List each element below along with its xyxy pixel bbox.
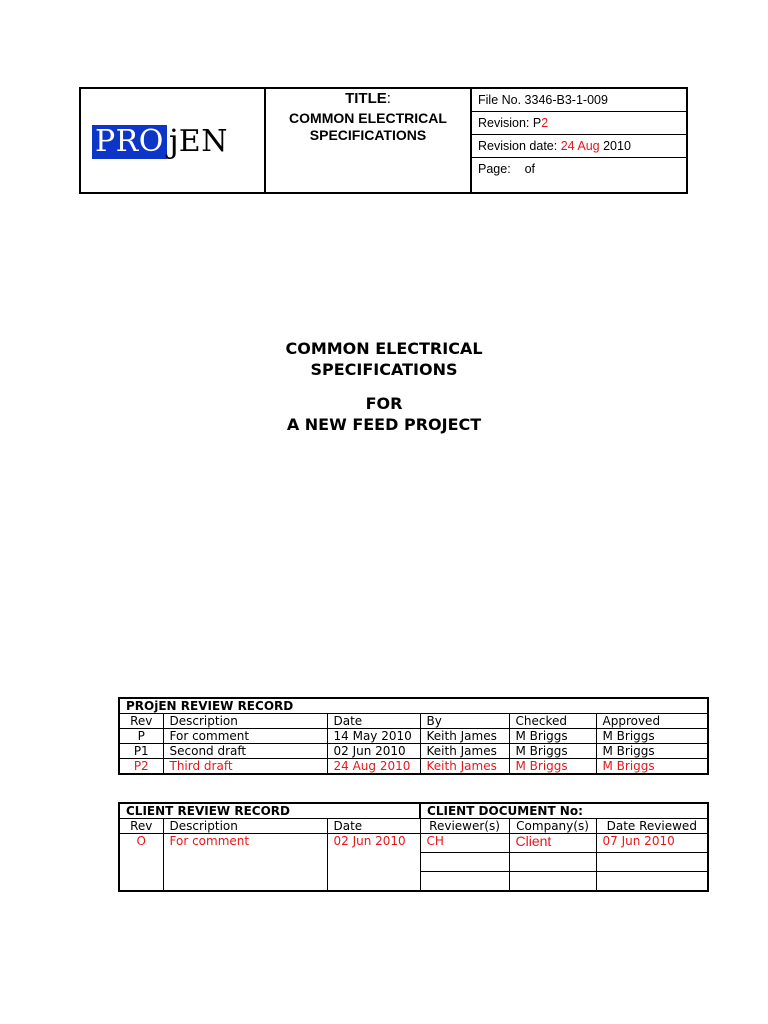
document-header	[79, 87, 688, 194]
date-cell: 02 Jun 2010	[327, 834, 420, 892]
table-header-row	[119, 714, 708, 729]
date-cell: 02 Jun 2010	[327, 744, 420, 759]
by-cell: Keith James	[420, 759, 509, 775]
column-header: Date	[327, 819, 420, 834]
approved-cell: M Briggs	[596, 744, 708, 759]
column-header: Approved	[596, 714, 708, 729]
logo-pro: PRO	[92, 125, 167, 159]
column-header: Description	[163, 714, 327, 729]
revision: Revision: P2	[472, 112, 686, 135]
by-cell: Keith James	[420, 744, 509, 759]
description-cell: Second draft	[163, 744, 327, 759]
main-title-line4: A NEW FEED PROJECT	[286, 415, 482, 434]
column-header: Rev	[119, 714, 163, 729]
date-reviewed-cell: 07 Jun 2010	[596, 834, 708, 853]
column-header: Description	[163, 819, 327, 834]
projen-review-table	[118, 697, 709, 775]
by-cell: Keith James	[420, 729, 509, 744]
approved-cell: M Briggs	[596, 759, 708, 775]
main-title-line1: COMMON ELECTRICAL	[285, 339, 483, 358]
table-row	[119, 759, 708, 775]
checked-cell: M Briggs	[509, 744, 596, 759]
empty-cell	[596, 853, 708, 872]
company-cell: Client	[509, 834, 596, 853]
column-header: Date Reviewed	[596, 819, 708, 834]
logo-en: EN	[178, 123, 228, 159]
projen-review-title: PROjEN REVIEW RECORD	[119, 698, 708, 714]
meta-cell	[471, 88, 687, 193]
column-header: Date	[327, 714, 420, 729]
rev-cell: P2	[119, 759, 163, 775]
date-cell: 24 Aug 2010	[327, 759, 420, 775]
empty-cell	[596, 872, 708, 892]
main-title-line2: SPECIFICATIONS	[310, 360, 458, 379]
header-title-line1: COMMON ELECTRICAL	[289, 110, 447, 126]
revision-date: Revision date: 24 Aug 2010	[472, 135, 686, 158]
column-header: Company(s)	[509, 819, 596, 834]
page-number: Page: of	[478, 162, 536, 176]
description-cell: For comment	[163, 729, 327, 744]
approved-cell: M Briggs	[596, 729, 708, 744]
reviewer-cell: CH	[420, 834, 509, 853]
client-document-number: CLIENT DOCUMENT No:	[420, 803, 708, 819]
description-cell: For comment	[163, 834, 327, 892]
column-header: Checked	[509, 714, 596, 729]
checked-cell: M Briggs	[509, 729, 596, 744]
header-title-line2: SPECIFICATIONS	[309, 127, 427, 143]
projen-logo	[92, 121, 264, 160]
table-row	[119, 729, 708, 744]
rev-cell: O	[119, 834, 163, 892]
table-row	[119, 744, 708, 759]
logo-cell	[80, 88, 265, 193]
column-header: Reviewer(s)	[420, 819, 509, 834]
empty-cell	[420, 872, 509, 892]
table-header-row	[119, 819, 708, 834]
main-title-line3: FOR	[365, 394, 403, 413]
rev-cell: P	[119, 729, 163, 744]
title-label: TITLE:	[345, 90, 391, 107]
rev-cell: P1	[119, 744, 163, 759]
table-row	[119, 834, 708, 853]
column-header: Rev	[119, 819, 163, 834]
title-cell	[265, 88, 471, 193]
checked-cell: M Briggs	[509, 759, 596, 775]
empty-cell	[509, 853, 596, 872]
date-cell: 14 May 2010	[327, 729, 420, 744]
file-number: File No. 3346-B3-1-009	[472, 89, 686, 112]
column-header: By	[420, 714, 509, 729]
description-cell: Third draft	[163, 759, 327, 775]
empty-cell	[420, 853, 509, 872]
client-review-table	[118, 802, 709, 892]
logo-j: j	[168, 121, 179, 160]
empty-cell	[509, 872, 596, 892]
client-review-title: CLIENT REVIEW RECORD	[119, 803, 420, 819]
